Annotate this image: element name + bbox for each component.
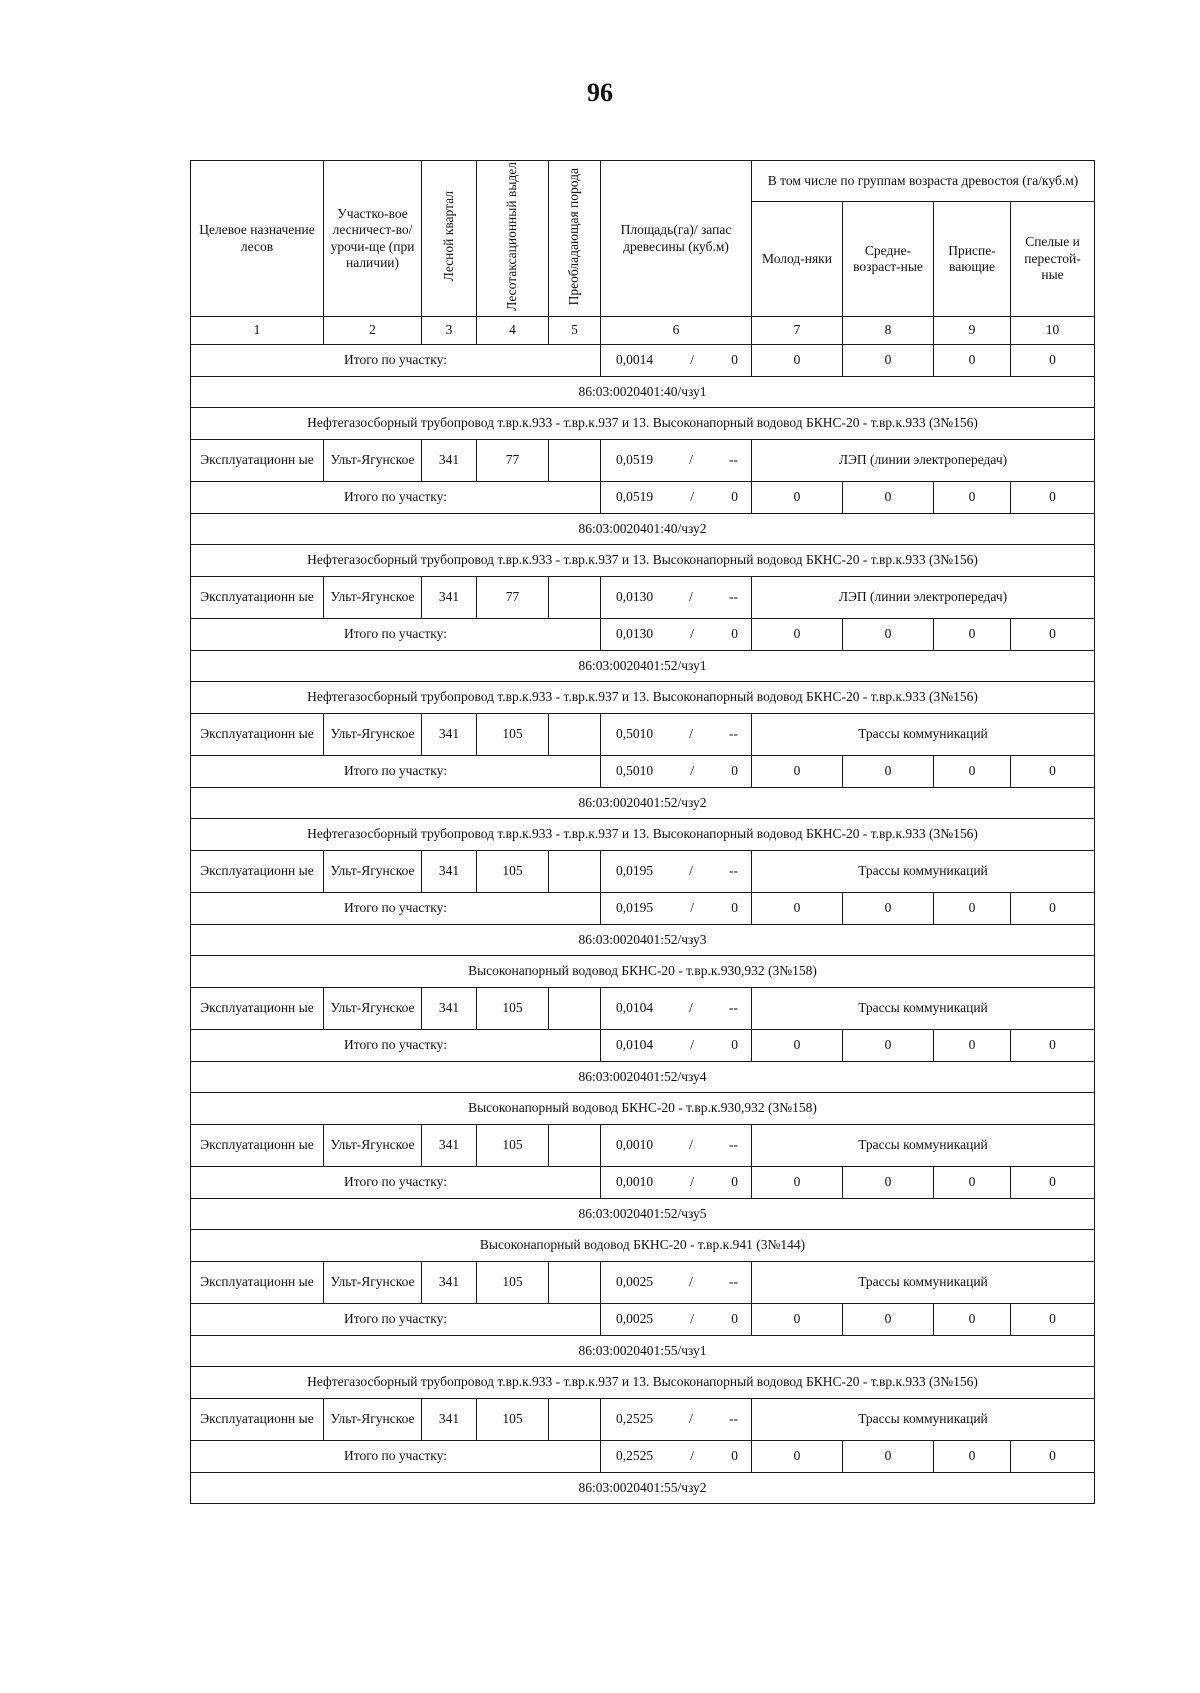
cell-area: 0,5010 / -- — [601, 714, 752, 756]
cell-purpose: Эксплуатационн ые — [191, 1262, 324, 1304]
total-row: Итого по участку: 0,0130 / 0 0 0 0 0 — [191, 619, 1095, 651]
table-row — [191, 851, 1095, 893]
object-description-row: Высоконапорный водовод БКНС-20 - т.вр.к.930,932 (3№158) — [191, 956, 1095, 988]
cell-district: Ульт-Ягунское — [324, 1399, 422, 1441]
cell-quarter: 341 — [422, 988, 477, 1030]
cell-district: Ульт-Ягунское — [324, 851, 422, 893]
cell-district: Ульт-Ягунское — [324, 714, 422, 756]
object-description-row: Нефтегазосборный трубопровод т.вр.к.933 - т.вр.к.937 и 13. Высоконапорный водовод БКНС-20 - т.вр.к.933 (3№156) — [191, 819, 1095, 851]
cell-compartment: 105 — [477, 714, 549, 756]
cell-compartment: 105 — [477, 851, 549, 893]
column-number-row: 1 2 3 4 5 6 7 8 9 10 — [191, 317, 1095, 345]
cell-district: Ульт-Ягунское — [324, 577, 422, 619]
header-premature: Приспе-вающие — [934, 202, 1011, 317]
total-row: Итого по участку: 0,2525 / 0 0 0 0 0 — [191, 1441, 1095, 1473]
cell-purpose: Эксплуатационн ые — [191, 714, 324, 756]
cell-area: 0,0130 / -- — [601, 577, 752, 619]
cell-quarter: 341 — [422, 714, 477, 756]
header-purpose: Целевое назначение лесов — [191, 161, 324, 317]
cell-area: 0,0010 / -- — [601, 1125, 752, 1167]
parcel-code-row: 86:03:0020401:52/чзу4 — [191, 1062, 1095, 1093]
total-row: Итого по участку: 0,0104 / 0 0 0 0 0 — [191, 1030, 1095, 1062]
cell-compartment: 105 — [477, 1125, 549, 1167]
cell-area: 0,0025 / -- — [601, 1262, 752, 1304]
cell-purpose: Эксплуатационн ые — [191, 1399, 324, 1441]
parcel-code-row: 86:03:0020401:52/чзу5 — [191, 1199, 1095, 1230]
cell-land-use: Трассы коммуникаций — [752, 1262, 1095, 1304]
cell-purpose: Эксплуатационн ые — [191, 577, 324, 619]
header-area: Площадь(га)/ запас древесины (куб.м) — [601, 161, 752, 317]
cell-purpose: Эксплуатационн ые — [191, 440, 324, 482]
parcel-code-row: 86:03:0020401:40/чзу1 — [191, 377, 1095, 408]
cell-land-use: Трассы коммуникаций — [752, 988, 1095, 1030]
cell-compartment: 105 — [477, 1262, 549, 1304]
total-row: Итого по участку: 0,0519 / 0 0 0 0 0 — [191, 482, 1095, 514]
total-row: Итого по участку: 0,5010 / 0 0 0 0 0 — [191, 756, 1095, 788]
header-quarter: Лесной квартал — [422, 161, 477, 317]
cell-quarter: 341 — [422, 851, 477, 893]
header-mature: Спелые и перестой-ные — [1011, 202, 1095, 317]
cell-species — [549, 1399, 601, 1441]
table-row — [191, 1262, 1095, 1304]
cell-area: 0,0519 / -- — [601, 440, 752, 482]
cell-quarter: 341 — [422, 1262, 477, 1304]
object-description-row: Нефтегазосборный трубопровод т.вр.к.933 - т.вр.к.937 и 13. Высоконапорный водовод БКНС-20 - т.вр.к.933 (3№156) — [191, 682, 1095, 714]
cell-purpose: Эксплуатационн ые — [191, 851, 324, 893]
table-row — [191, 440, 1095, 482]
cell-land-use: Трассы коммуникаций — [752, 1125, 1095, 1167]
header-age-groups: В том числе по группам возраста древостоя (га/куб.м) — [752, 161, 1095, 202]
table-row — [191, 714, 1095, 756]
object-description-row: Нефтегазосборный трубопровод т.вр.к.933 - т.вр.к.937 и 13. Высоконапорный водовод БКНС-20 - т.вр.к.933 (3№156) — [191, 545, 1095, 577]
table-row — [191, 1125, 1095, 1167]
parcel-code-row: 86:03:0020401:52/чзу1 — [191, 651, 1095, 682]
table-row — [191, 988, 1095, 1030]
page-number: 96 — [587, 78, 613, 107]
cell-district: Ульт-Ягунское — [324, 440, 422, 482]
cell-district: Ульт-Ягунское — [324, 988, 422, 1030]
total-row: Итого по участку: 0,0010 / 0 0 0 0 0 — [191, 1167, 1095, 1199]
header-middle: Средне-возраст-ные — [843, 202, 934, 317]
cell-purpose: Эксплуатационн ые — [191, 1125, 324, 1167]
total-row: Итого по участку: 0,0014 / 0 0 0 0 0 — [191, 345, 1095, 377]
table-row — [191, 1399, 1095, 1441]
cell-species — [549, 577, 601, 619]
cell-land-use: Трассы коммуникаций — [752, 714, 1095, 756]
cell-species — [549, 851, 601, 893]
cell-species — [549, 1125, 601, 1167]
cell-land-use: ЛЭП (линии электропередач) — [752, 440, 1095, 482]
cell-quarter: 341 — [422, 1399, 477, 1441]
total-row: Итого по участку: 0,0195 / 0 0 0 0 0 — [191, 893, 1095, 925]
total-row: Итого по участку: 0,0025 / 0 0 0 0 0 — [191, 1304, 1095, 1336]
object-description-row: Нефтегазосборный трубопровод т.вр.к.933 - т.вр.к.937 и 13. Высоконапорный водовод БКНС-20 - т.вр.к.933 (3№156) — [191, 1367, 1095, 1399]
parcel-code-row: 86:03:0020401:40/чзу2 — [191, 514, 1095, 545]
object-description-row: Высоконапорный водовод БКНС-20 - т.вр.к.930,932 (3№158) — [191, 1093, 1095, 1125]
parcel-code-row: 86:03:0020401:52/чзу2 — [191, 788, 1095, 819]
cell-land-use: Трассы коммуникаций — [752, 1399, 1095, 1441]
header-species: Преобладающая порода — [549, 161, 601, 317]
cell-species — [549, 714, 601, 756]
cell-area: 0,0104 / -- — [601, 988, 752, 1030]
cell-area: 0,2525 / -- — [601, 1399, 752, 1441]
cell-species — [549, 440, 601, 482]
forest-table — [190, 160, 1095, 1504]
cell-species — [549, 988, 601, 1030]
cell-district: Ульт-Ягунское — [324, 1125, 422, 1167]
cell-compartment: 77 — [477, 440, 549, 482]
cell-compartment: 77 — [477, 577, 549, 619]
cell-purpose: Эксплуатационн ые — [191, 988, 324, 1030]
cell-area: 0,0195 / -- — [601, 851, 752, 893]
parcel-code-row: 86:03:0020401:55/чзу1 — [191, 1336, 1095, 1367]
parcel-code-row: 86:03:0020401:52/чзу3 — [191, 925, 1095, 956]
cell-land-use: Трассы коммуникаций — [752, 851, 1095, 893]
table-row — [191, 577, 1095, 619]
header-district: Участко-вое лесничест-во/урочи-ще (при наличии) — [324, 161, 422, 317]
cell-district: Ульт-Ягунское — [324, 1262, 422, 1304]
header-young: Молод-няки — [752, 202, 843, 317]
cell-quarter: 341 — [422, 577, 477, 619]
header-compartment: Лесотаксационный выдел — [477, 161, 549, 317]
cell-quarter: 341 — [422, 1125, 477, 1167]
cell-quarter: 341 — [422, 440, 477, 482]
cell-compartment: 105 — [477, 988, 549, 1030]
object-description-row: Нефтегазосборный трубопровод т.вр.к.933 - т.вр.к.937 и 13. Высоконапорный водовод БКНС-20 - т.вр.к.933 (3№156) — [191, 408, 1095, 440]
object-description-row: Высоконапорный водовод БКНС-20 - т.вр.к.941 (3№144) — [191, 1230, 1095, 1262]
cell-species — [549, 1262, 601, 1304]
cell-compartment: 105 — [477, 1399, 549, 1441]
parcel-code-row: 86:03:0020401:55/чзу2 — [191, 1473, 1095, 1504]
cell-land-use: ЛЭП (линии электропередач) — [752, 577, 1095, 619]
